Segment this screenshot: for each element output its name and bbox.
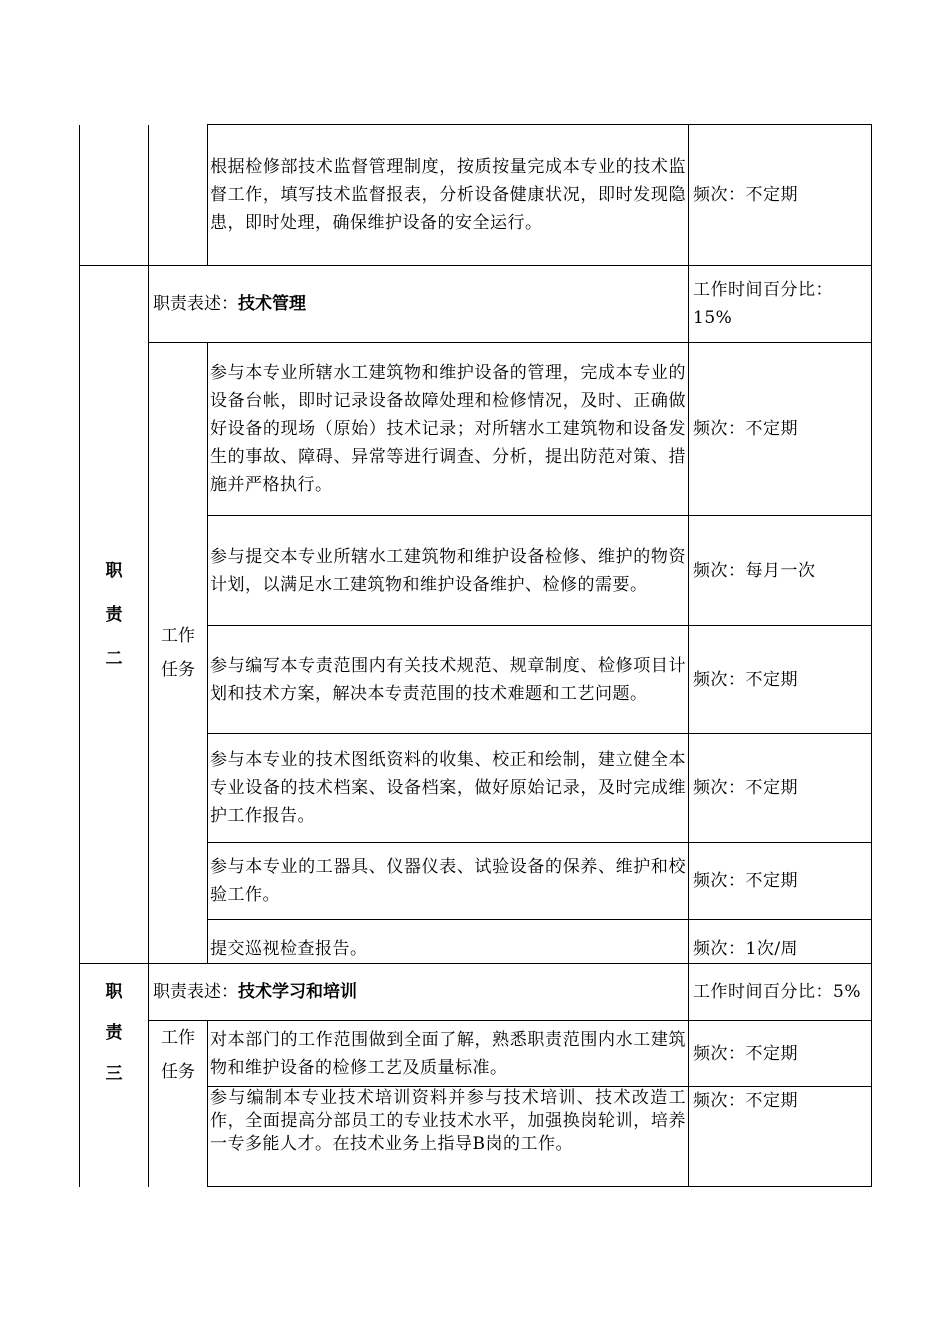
task-text: 参与本专业所辖水工建筑物和维护设备的管理，完成本专业的设备台帐，即时记录设备故障处理和检修情况，及时、正确做好设备的现场（原始）技术记录；对所辖水工建筑物和设备发生的事故、障碍、异常等进行调查、分析，提出防范对策、措施并严格执行。 <box>208 343 689 516</box>
task-frequency: 频次：不定期 <box>689 843 872 920</box>
section-label-char: 责 <box>105 604 123 625</box>
sub-label-work-tasks <box>149 343 208 964</box>
task-text: 参与编写本专责范围内有关技术规范、规章制度、检修项目计划和技术方案，解决本专责范围的技术难题和工艺问题。 <box>208 626 689 734</box>
table-row <box>80 1021 872 1087</box>
section-label-duty-3 <box>80 964 149 1187</box>
task-frequency: 频次：不定期 <box>689 1087 872 1187</box>
section-label-char: 二 <box>105 648 123 669</box>
section-label-cell <box>80 125 149 266</box>
duty-description <box>149 266 689 343</box>
section-label-char: 责 <box>105 1023 123 1043</box>
duty-description-value: 技术管理 <box>238 294 306 314</box>
task-frequency: 频次：不定期 <box>689 125 872 266</box>
task-text: 参与本专业的工器具、仪器仪表、试验设备的保养、维护和校验工作。 <box>208 843 689 920</box>
time-percentage: 工作时间百分比：15% <box>689 266 872 343</box>
duty-description <box>149 964 689 1021</box>
sub-label-work-tasks <box>149 1021 208 1187</box>
section-label-char: 三 <box>105 1064 123 1084</box>
task-frequency: 频次：1次/周 <box>689 920 872 964</box>
table-row <box>80 125 872 266</box>
time-percentage: 工作时间百分比：5% <box>689 964 872 1021</box>
task-frequency: 频次：每月一次 <box>689 516 872 626</box>
sub-label-line: 工作 <box>161 1028 195 1048</box>
sub-label-cell <box>149 125 208 266</box>
section-label-char: 职 <box>105 982 123 1002</box>
duty-description-value: 技术学习和培训 <box>238 982 357 1002</box>
task-frequency: 频次：不定期 <box>689 734 872 843</box>
sub-label-line: 任务 <box>161 660 195 680</box>
task-text: 参与提交本专业所辖水工建筑物和维护设备检修、维护的物资计划，以满足水工建筑物和维护设备维护、检修的需要。 <box>208 516 689 626</box>
sub-label-line: 工作 <box>161 626 195 646</box>
table-row <box>80 343 872 516</box>
task-text: 根据检修部技术监督管理制度，按质按量完成本专业的技术监督工作，填写技术监督报表，分析设备健康状况，即时发现隐患，即时处理，确保维护设备的安全运行。 <box>208 125 689 266</box>
task-text: 提交巡视检查报告。 <box>208 920 689 964</box>
table-row <box>80 266 872 343</box>
task-text: 参与编制本专业技术培训资料并参与技术培训、技术改造工作，全面提高分部员工的专业技术水平，加强换岗轮训，培养一专多能人才。在技术业务上指导B岗的工作。 <box>208 1087 689 1187</box>
task-frequency: 频次：不定期 <box>689 626 872 734</box>
task-frequency: 频次：不定期 <box>689 1021 872 1087</box>
duty-table <box>79 124 872 1187</box>
section-label-char: 职 <box>105 560 123 581</box>
task-text: 对本部门的工作范围做到全面了解，熟悉职责范围内水工建筑物和维护设备的检修工艺及质量标准。 <box>208 1021 689 1087</box>
sub-label-line: 任务 <box>161 1062 195 1082</box>
task-text: 参与本专业的技术图纸资料的收集、校正和绘制，建立健全本专业设备的技术档案、设备档案，做好原始记录，及时完成维护工作报告。 <box>208 734 689 843</box>
duty-description-label: 职责表述： <box>153 294 238 314</box>
table-row <box>80 964 872 1021</box>
section-label-duty-2 <box>80 266 149 964</box>
duty-description-label: 职责表述： <box>153 982 238 1002</box>
task-frequency: 频次：不定期 <box>689 343 872 516</box>
